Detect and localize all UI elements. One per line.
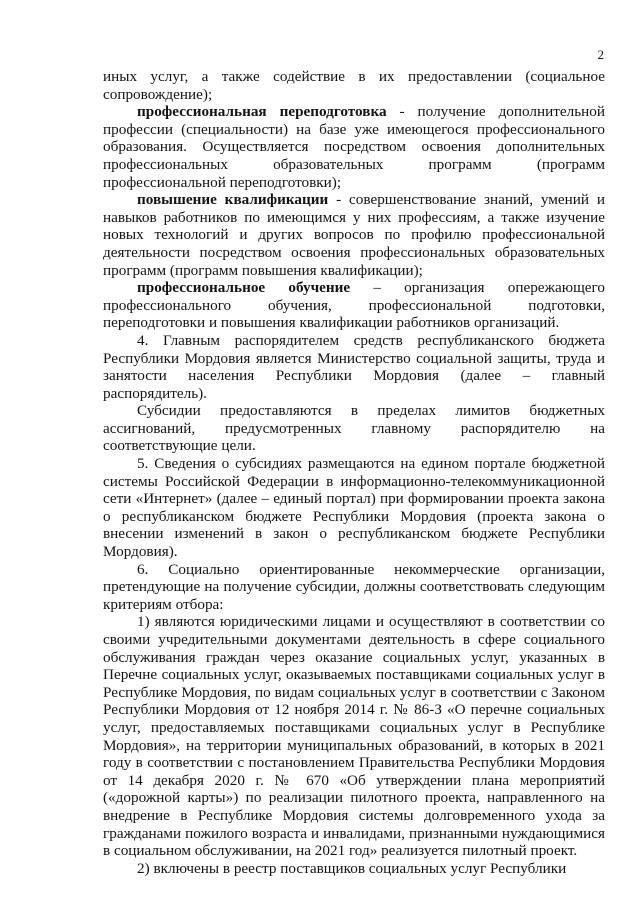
paragraph xyxy=(103,68,605,103)
defined-term: повышение квалификации xyxy=(137,191,329,209)
document-body xyxy=(103,68,605,877)
paragraph-text: иных услуг, а также содействие в их предоставлении (социальное сопровождение); xyxy=(103,68,605,103)
paragraph xyxy=(103,279,605,332)
paragraph xyxy=(103,103,605,191)
paragraph xyxy=(103,561,605,614)
defined-term: профессиональное обучение xyxy=(137,279,351,297)
paragraph xyxy=(103,332,605,402)
paragraph-text: - получение дополнительной профессии (специальности) на базе уже имеющегося профессионального образования. Осуществляется посредством освоения дополнительных профессиональных образовательных программ (программ профессиональной переподготовки); xyxy=(103,103,605,191)
paragraph-text: - совершенствование знаний, умений и навыков работников по имеющимся у них профессиям, а также изучение новых технологий и других вопросов по профилю профессиональной деятельности посредством освоения профессиональных образовательных программ (программ повышения квалификации); xyxy=(103,191,605,279)
paragraph-text: 6. Социально ориентированные некоммерческие организации, претендующие на получение субсидии, должны соответствовать следующим критериям отбора: xyxy=(103,560,605,613)
paragraph xyxy=(103,613,605,859)
paragraph-text: 2) включены в реестр поставщиков социальных услуг Республики xyxy=(137,859,567,877)
paragraph-text: 1) являются юридическими лицами и осуществляют в соответствии со своими учредительными документами деятельность в сфере социального обслуживания граждан через оказание социальных услуг, указанных в Перечне социальных услуг, оказываемых поставщиками социальных услуг в Республике Мордовия, по видам социальных услуг в соответствии с Законом Республики Мордовия от 12 ноября 2014 г. № 86-З «О перечне социальных услуг, предоставляемых поставщиками социальных услуг в Республике Мордовия», на территории муниципальных образований, в которых в 2021 году в соответствии с постановлением Правительства Республики Мордовия от 14 декабря 2020 г. № 670 «Об утверждении плана мероприятий («дорожной карты») по реализации пилотного проекта, направленного на внедрение в Республике Мордовия системы долговременного ухода за гражданами пожилого возраста и инвалидами, признанными нуждающимися в социальном обслуживании, на 2021 год» реализуется пилотный проект. xyxy=(103,613,605,860)
defined-term: профессиональная переподготовка xyxy=(137,103,387,121)
paragraph xyxy=(103,191,605,279)
paragraph-text: – организация опережающего профессионального обучения, профессиональной подготовки, переподготовки и повышения квалификации работников организаций. xyxy=(103,279,605,332)
paragraph xyxy=(103,402,605,455)
paragraph xyxy=(103,860,605,878)
paragraph-text: 4. Главным распорядителем средств республиканского бюджета Республики Мордовия является Министерство социальной защиты, труда и занятости населения Республики Мордовия (далее – главный распорядитель). xyxy=(103,331,605,402)
page-number: 2 xyxy=(597,47,604,62)
paragraph xyxy=(103,455,605,561)
paragraph-text: Субсидии предоставляются в пределах лимитов бюджетных ассигнований, предусмотренных главному распорядителю на соответствующие цели. xyxy=(103,402,605,455)
paragraph-text: 5. Сведения о субсидиях размещаются на едином портале бюджетной системы Российской Федерации в информационно-телекоммуникационной сети «Интернет» (далее – единый портал) при формировании проекта закона о республиканском бюджете Республики Мордовия (проекта закона о внесении изменений в закон о республиканском бюджете Республики Мордовия). xyxy=(103,455,605,561)
